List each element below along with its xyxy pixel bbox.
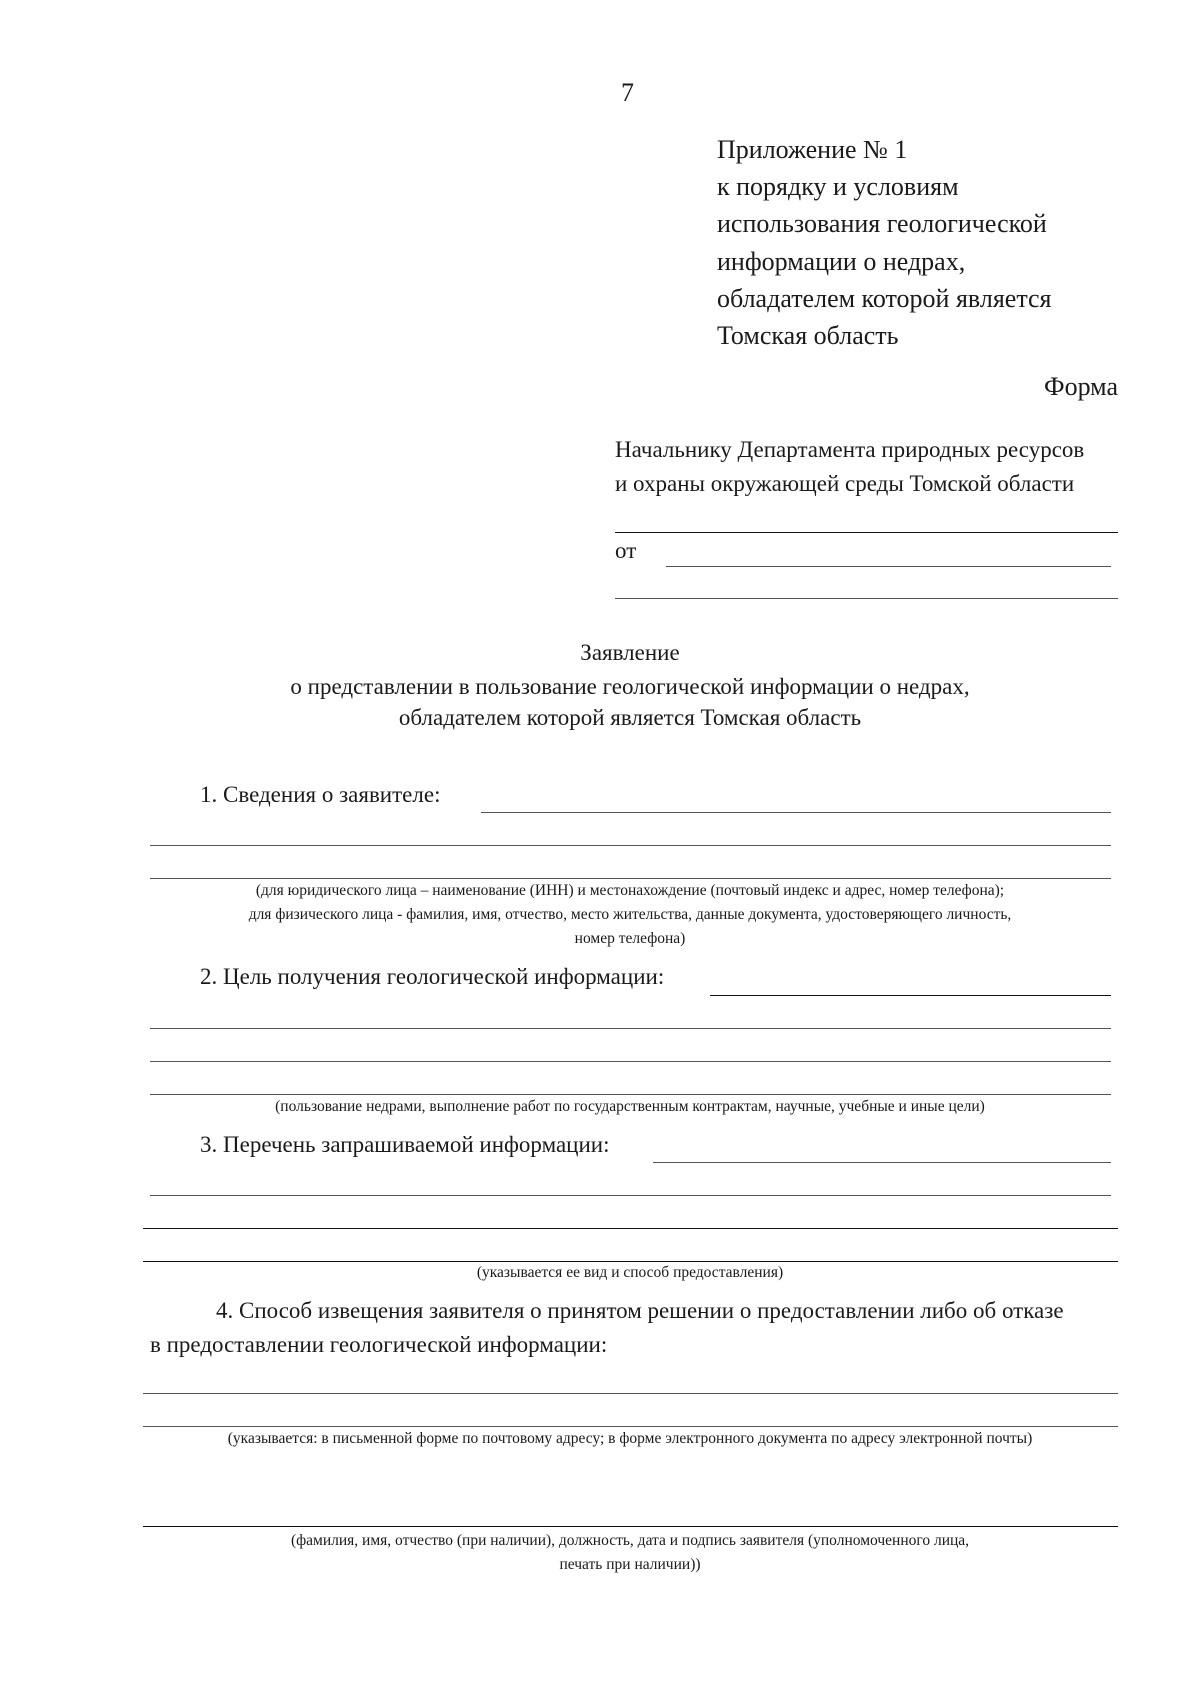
section1-hint-2: для физического лица - фамилия, имя, отчество, место жительства, данные документа, удостоверяющего личность, [248, 906, 1012, 923]
section4-line-2: в предоставлении геологической информации: [150, 1332, 608, 1357]
section2-blank-3[interactable] [150, 1061, 1111, 1062]
appendix-line-6: Томская область [717, 321, 899, 350]
appendix-line-4: информации о недрах, [717, 247, 966, 276]
section2-label: 2. Цель получения геологической информации: [200, 964, 665, 989]
section1-hint-1: (для юридического лица – наименование (ИНН) и местонахождение (почтовый индекс и адрес, номер телефона); [255, 882, 1005, 899]
section1-blank-2[interactable] [150, 845, 1111, 846]
section3-blank-4[interactable] [143, 1261, 1118, 1262]
signature-blank-line[interactable] [143, 1526, 1118, 1527]
from-blank-line-2[interactable] [615, 598, 1118, 599]
section3-blank-1[interactable] [653, 1162, 1111, 1163]
title-line-1: Заявление [580, 640, 680, 665]
section2-blank-2[interactable] [150, 1028, 1111, 1029]
section3-blank-2[interactable] [150, 1195, 1111, 1196]
signature-hint-2: печать при наличии)) [559, 1556, 701, 1573]
appendix-line-3: использования геологической [717, 209, 1047, 238]
from-blank-line[interactable] [666, 566, 1111, 567]
addressee-line-2: и охраны окружающей среды Томской области [615, 471, 1075, 496]
from-label: от [615, 538, 637, 563]
signature-hint-1: (фамилия, имя, отчество (при наличии), должность, дата и подпись заявителя (уполномоченного лица, [290, 1532, 970, 1549]
section2-hint: (пользование недрами, выполнение работ по государственным контрактам, научные, учебные и иные цели) [275, 1098, 985, 1115]
appendix-line-5: обладателем которой является [717, 284, 1052, 313]
section1-blank-1[interactable] [481, 812, 1111, 813]
page-number: 7 [621, 78, 634, 107]
section1-label: 1. Сведения о заявителе: [200, 782, 441, 807]
form-label: Форма [1044, 372, 1118, 401]
title-line-3: обладателем которой является Томская область [398, 705, 862, 730]
addressee-line-1: Начальнику Департамента природных ресурсов [615, 437, 1085, 462]
section4-hint: (указывается: в письменной форме по почтовому адресу; в форме электронного документа по адресу электронной почты) [227, 1430, 1033, 1447]
section3-blank-3[interactable] [143, 1228, 1118, 1229]
section3-hint: (указывается ее вид и способ предоставления) [476, 1264, 784, 1281]
section1-hint-3: номер телефона) [574, 930, 686, 947]
addressee-blank-line[interactable] [615, 532, 1118, 533]
section4-blank-1[interactable] [143, 1393, 1118, 1394]
section3-label: 3. Перечень запрашиваемой информации: [200, 1132, 610, 1157]
section4-blank-2[interactable] [143, 1426, 1118, 1427]
title-line-2: о представлении в пользование геологической информации о недрах, [290, 674, 970, 699]
section2-blank-4[interactable] [150, 1094, 1111, 1095]
section2-blank-1[interactable] [710, 995, 1111, 996]
section4-line-1: 4. Способ извещения заявителя о принятом решении о предоставлении либо об отказе [216, 1298, 1064, 1323]
section1-blank-3[interactable] [150, 878, 1111, 879]
appendix-line-1: Приложение № 1 [717, 135, 908, 164]
appendix-line-2: к порядку и условиям [717, 172, 959, 201]
